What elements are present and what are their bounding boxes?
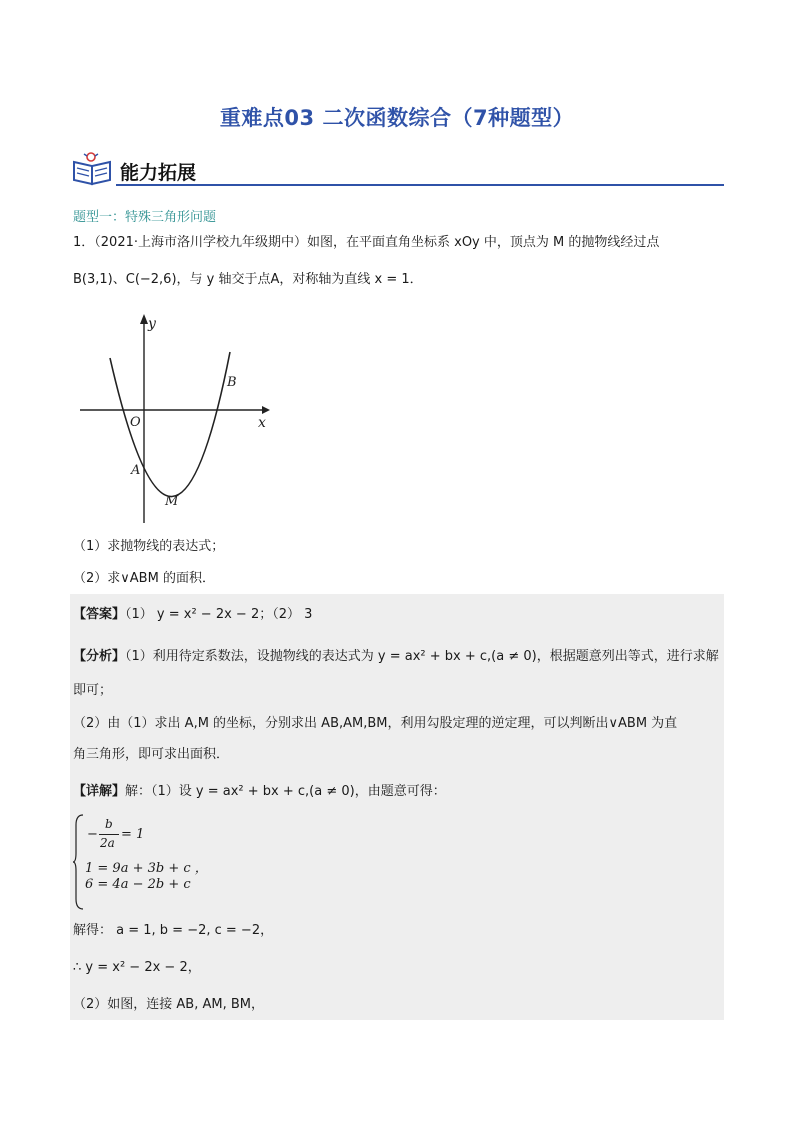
analysis-line-3: （2）由（1）求出 A,M 的坐标，分别求出 AB,AM,BM，利用勾股定理的逆定理，可以判断出∨ABM 为直 <box>73 716 678 731</box>
answer-label: 【答案】 <box>73 607 126 622</box>
x-axis-arrow <box>262 406 270 414</box>
x-axis-label: x <box>258 415 266 431</box>
detail-label: 【详解】 <box>73 784 126 799</box>
answer-text: （1） y = x² − 2x − 2；（2） 3 <box>125 607 313 622</box>
y-axis-label: y <box>148 316 156 332</box>
point-a-label: A <box>131 463 141 478</box>
section-header <box>70 150 724 190</box>
parabola-graph <box>70 308 280 528</box>
analysis-text-1: （1）利用待定系数法，设抛物线的表达式为 y = ax² + bx + c,(a ≠ 0)，根据题意列出等式，进行求解 <box>125 649 719 664</box>
problem-line-2: B(3,1)、C(−2,6)，与 y 轴交于点A，对称轴为直线 x = 1． <box>73 272 423 287</box>
parabola-curve <box>110 352 230 497</box>
fraction-bar <box>99 834 119 835</box>
analysis-label: 【分析】 <box>73 649 126 664</box>
detail-text-1: 解：（1）设 y = ax² + bx + c,(a ≠ 0)，由题意可得： <box>125 784 446 799</box>
book-icon <box>70 150 116 190</box>
section-underline <box>116 184 724 186</box>
eq2: 1 = 9a + 3b + c ， <box>85 861 208 876</box>
system-brace <box>73 813 85 911</box>
part2-line: （2）如图，连接 AB, AM, BM， <box>73 997 264 1012</box>
eq1-minus: − <box>87 827 98 842</box>
eq1-numerator: b <box>105 817 113 831</box>
point-m-label: M <box>165 494 179 509</box>
origin-label: O <box>130 415 141 430</box>
y-axis-arrow <box>140 314 148 324</box>
equation-system <box>73 813 293 913</box>
eq1-rhs: = 1 <box>121 827 145 842</box>
eq3: 6 = 4a − 2b + c <box>85 877 191 892</box>
therefore-line: ∴ y = x² − 2x − 2， <box>73 960 201 975</box>
section-title: 能力拓展 <box>120 162 197 184</box>
question-type-heading: 题型一：特殊三角形问题 <box>73 210 217 225</box>
answer-line <box>73 605 312 625</box>
analysis-line-2: 即可； <box>73 683 113 698</box>
page-title: 重难点03 二次函数综合（7种题型） <box>219 106 575 130</box>
point-b-label: B <box>227 375 237 390</box>
detail-line-1 <box>73 782 446 802</box>
problem-line-1: 1．（2021·上海市洛川学校九年级期中）如图，在平面直角坐标系 xOy 中，顶点为 M 的抛物线经过点 <box>73 235 660 250</box>
analysis-line-1 <box>73 647 719 667</box>
eq1-denominator: 2a <box>100 836 115 850</box>
solve-line: 解得： a = 1, b = −2, c = −2， <box>73 923 274 938</box>
sub-question-2: （2）求∨ABM 的面积． <box>73 571 215 586</box>
analysis-line-4: 角三角形，即可求出面积． <box>73 747 230 762</box>
sub-question-1: （1）求抛物线的表达式； <box>73 539 225 554</box>
